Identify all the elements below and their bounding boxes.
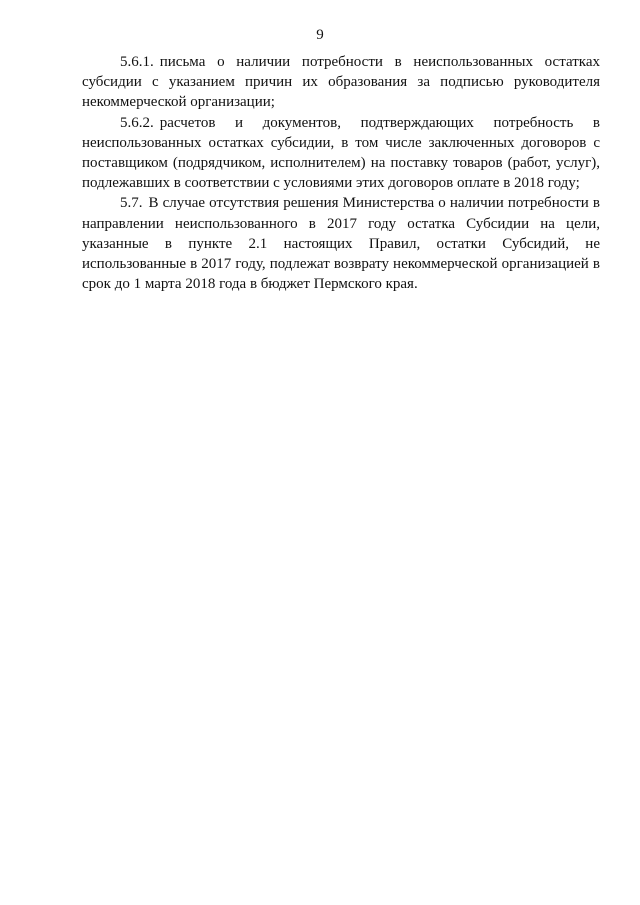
document-body <box>82 52 600 294</box>
paragraph-text: расчетов и документов, подтверждающих потребность в неиспользованных остатках субсидии, в том числе заключенных договоров с поставщиком (подрядчиком, исполнителем) на поставку товаров (работ, услуг), подлежавших в соответствии с условиями этих договоров оплате в 2018 году; <box>82 114 600 192</box>
page-number: 9 <box>316 27 324 43</box>
paragraph-5-6-2 <box>82 113 600 194</box>
paragraph-number: 5.6.1. <box>120 54 154 70</box>
paragraph-text: В случае отсутствия решения Министерства о наличии потребности в направлении неиспользованного в 2017 году остатка Субсидии на цели, указанные в пункте 2.1 настоящих Правил, остатки Субсидий, не использованные в 2017 году, подлежат возврату некоммерческой организацией в срок до 1 марта 2018 года в бюджет Пермского края. <box>82 195 600 293</box>
paragraph-5-6-1 <box>82 52 600 113</box>
paragraph-5-7 <box>82 193 600 294</box>
paragraph-text: письма о наличии потребности в неиспользованных остатках субсидии с указанием причин их образования за подписью руководителя некоммерческой организации; <box>82 54 600 111</box>
paragraph-number: 5.7. <box>120 195 143 212</box>
paragraph-number: 5.6.2. <box>120 114 154 131</box>
